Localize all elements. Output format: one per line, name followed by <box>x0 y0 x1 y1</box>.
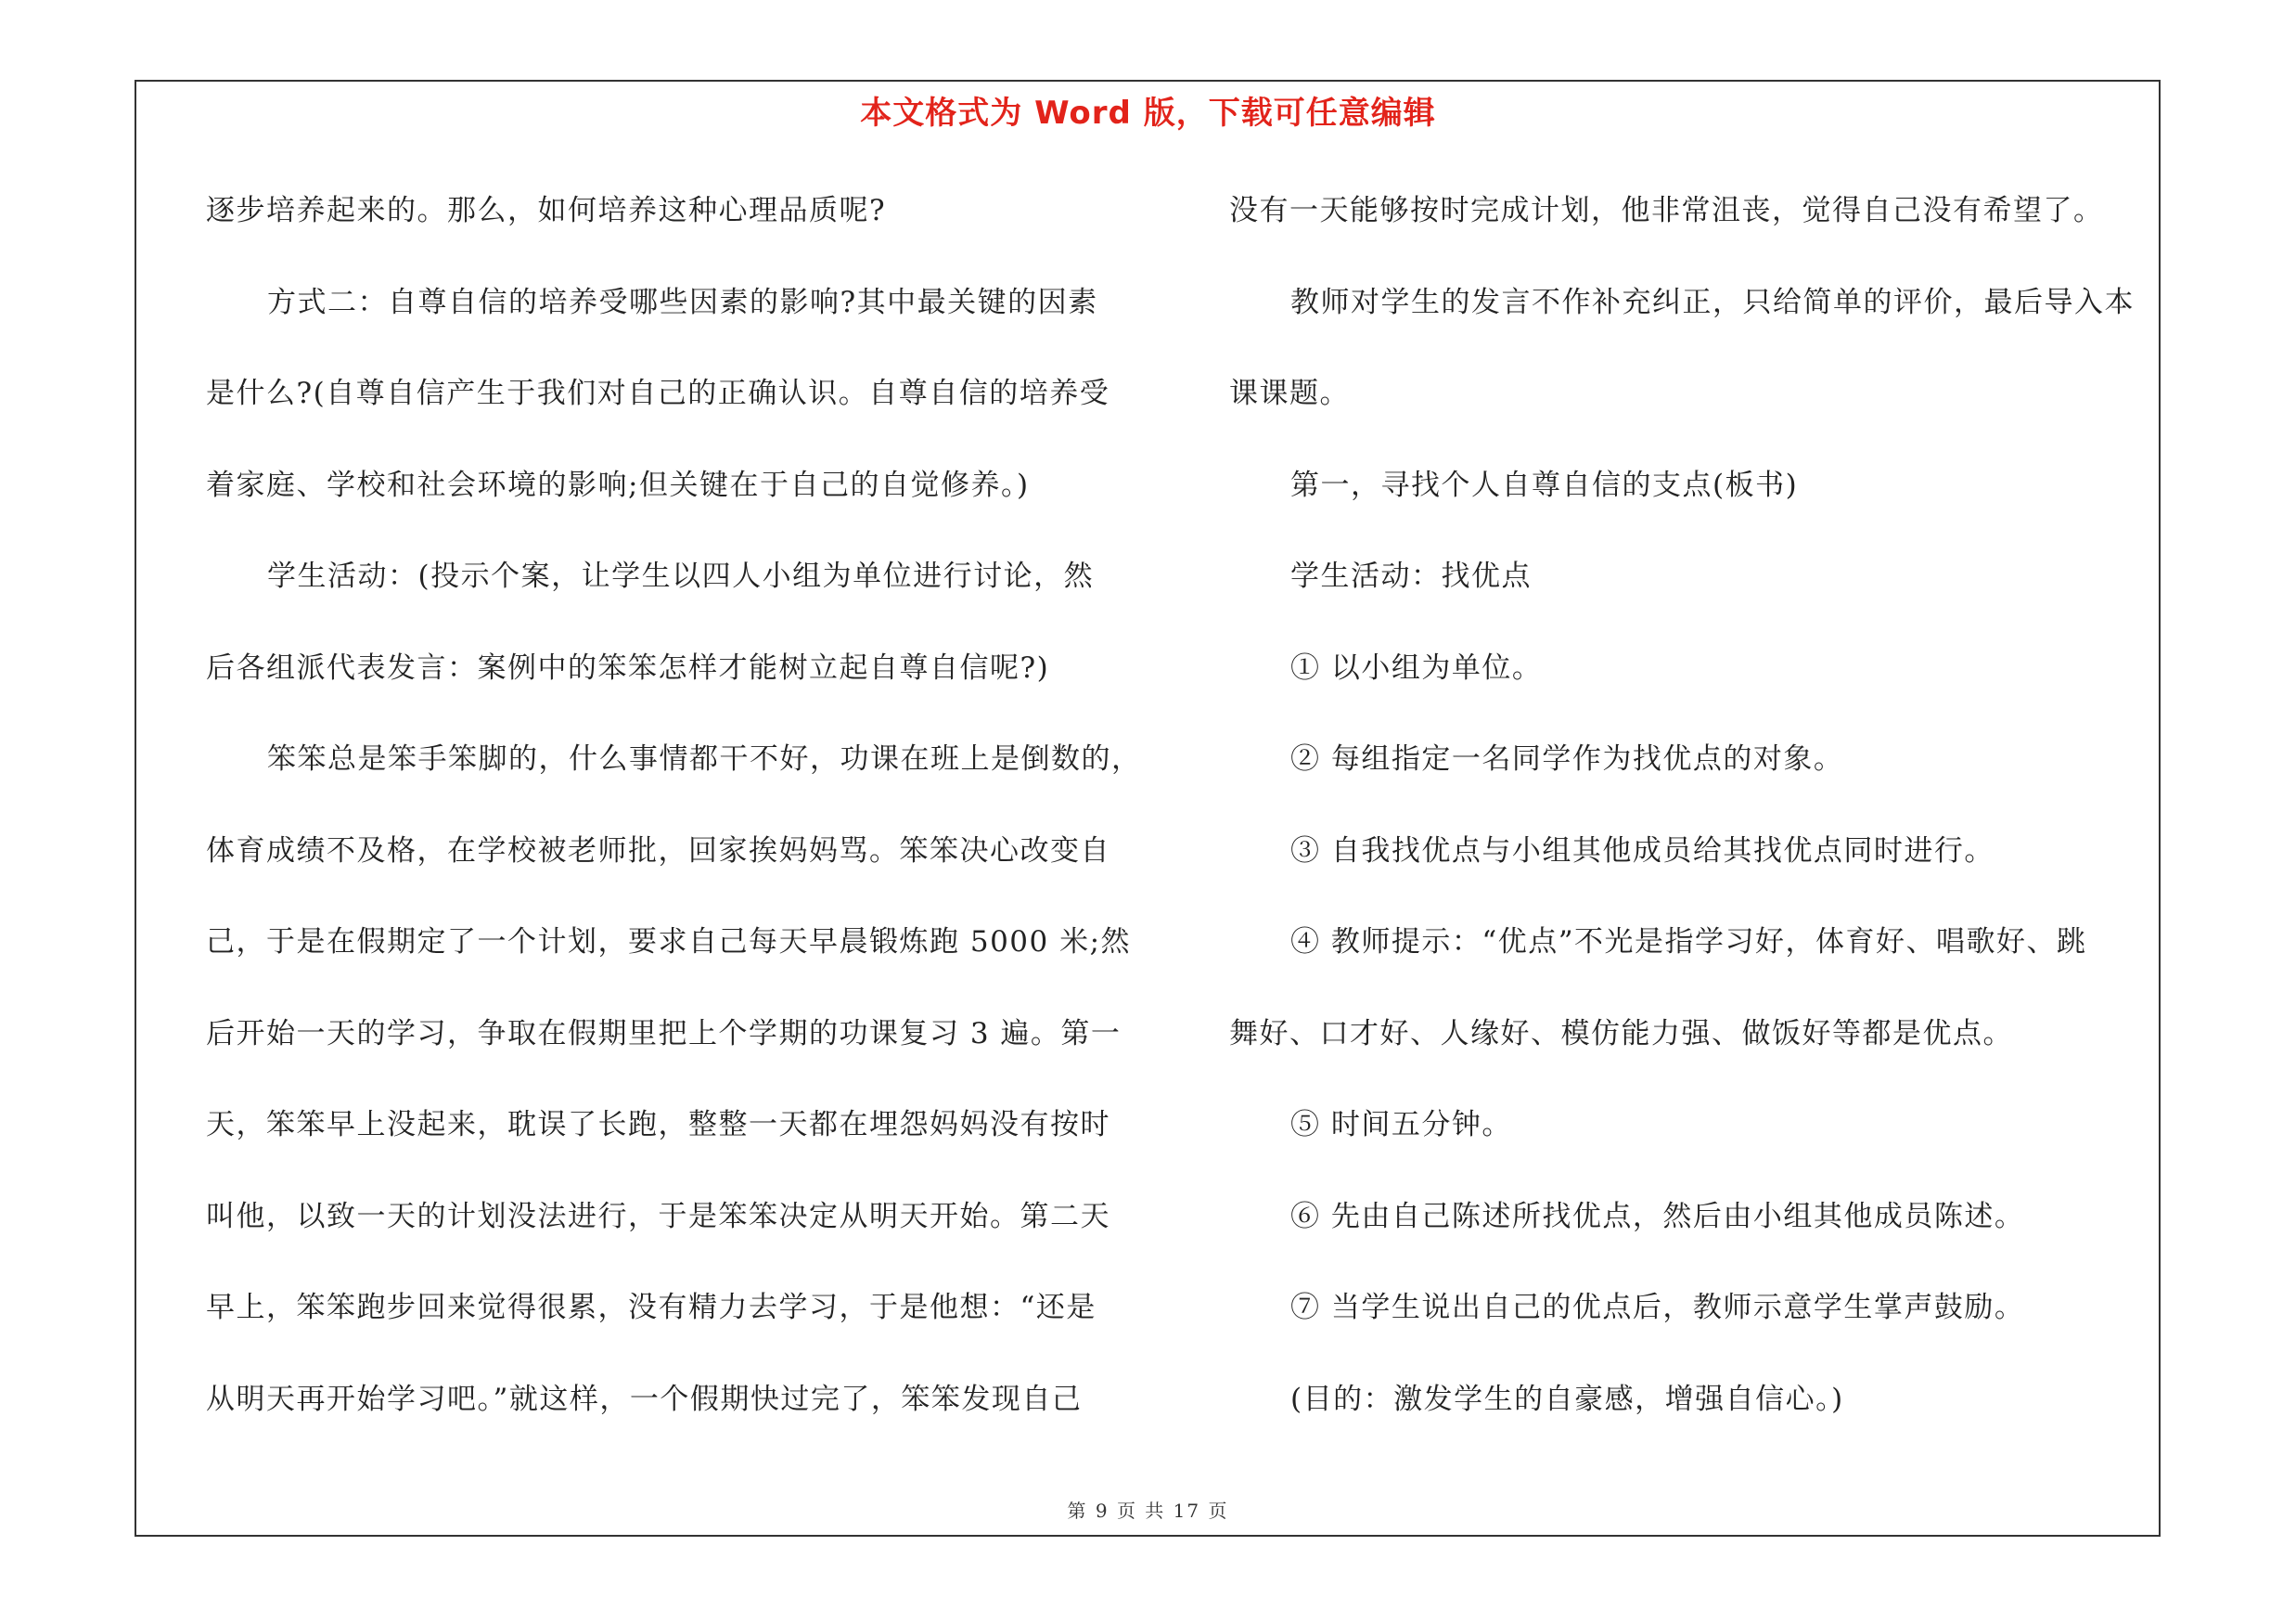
text-line: 方式二：自尊自信的培养受哪些因素的影响?其中最关键的因素 <box>267 285 1098 319</box>
text-line: 后开始一天的学习，争取在假期里把上个学期的功课复习 3 遍。第一 <box>206 1016 1122 1050</box>
text-line: 学生活动：找优点 <box>1290 560 1532 593</box>
text-line: 从明天再开始学习吧。”就这样，一个假期快过完了，笨笨发现自己 <box>206 1382 1083 1416</box>
page-number: 第 9 页 共 17 页 <box>1067 1500 1229 1522</box>
text-line: 课课题。 <box>1229 377 1350 410</box>
text-line: (目的：激发学生的自豪感，增强自信心。) <box>1290 1382 1844 1416</box>
format-banner: 本文格式为 Word 版，下载可任意编辑 <box>860 95 1436 132</box>
list-item: ① 以小组为单位。 <box>1290 650 1543 685</box>
text-line: 叫他，以致一天的计划没法进行，于是笨笨决定从明天开始。第二天 <box>206 1199 1110 1233</box>
list-item: ⑦ 当学生说出自己的优点后，教师示意学生掌声鼓励。 <box>1290 1291 2025 1324</box>
text-line: 舞好、口才好、人缘好、模仿能力强、做饭好等都是优点。 <box>1229 1016 2013 1050</box>
list-item: ② 每组指定一名同学作为找优点的对象。 <box>1290 742 1844 776</box>
list-item: ⑤ 时间五分钟。 <box>1290 1108 1512 1141</box>
text-line: 天，笨笨早上没起来，耽误了长跑，整整一天都在埋怨妈妈没有按时 <box>206 1108 1110 1141</box>
text-line: 笨笨总是笨手笨脚的，什么事情都干不好，功课在班上是倒数的， <box>267 742 1142 776</box>
text-line: 体育成绩不及格，在学校被老师批，回家挨妈妈骂。笨笨决心改变自 <box>206 833 1110 868</box>
left-column <box>206 165 1142 1445</box>
section-heading: 第一，寻找个人自尊自信的支点(板书) <box>1290 468 1799 502</box>
text-line: 逐步培养起来的。那么，如何培养这种心理品质呢? <box>206 194 887 227</box>
right-column <box>1229 165 2157 1445</box>
list-item: ⑥ 先由自己陈述所找优点，然后由小组其他成员陈述。 <box>1290 1199 2025 1233</box>
text-line: 后各组派代表发言：案例中的笨笨怎样才能树立起自尊自信呢?) <box>206 650 1050 685</box>
list-item: ④ 教师提示：“优点”不光是指学习好，体育好、唱歌好、跳 <box>1290 925 2087 959</box>
text-line: 教师对学生的发言不作补充纠正，只给简单的评价，最后导入本 <box>1290 285 2135 319</box>
list-item: ③ 自我找优点与小组其他成员给其找优点同时进行。 <box>1290 833 1995 868</box>
text-line: 己，于是在假期定了一个计划，要求自己每天早晨锻炼跑 5000 米;然 <box>206 925 1132 959</box>
text-line: 着家庭、学校和社会环境的影响;但关键在于自己的自觉修养。) <box>206 468 1030 502</box>
text-line: 学生活动：(投示个案，让学生以四人小组为单位进行讨论，然 <box>267 560 1095 593</box>
text-line: 早上，笨笨跑步回来觉得很累，没有精力去学习，于是他想：“还是 <box>206 1291 1097 1324</box>
text-line: 没有一天能够按时完成计划，他非常沮丧，觉得自己没有希望了。 <box>1229 194 2104 227</box>
text-line: 是什么?(自尊自信产生于我们对自己的正确认识。自尊自信的培养受 <box>206 377 1110 410</box>
